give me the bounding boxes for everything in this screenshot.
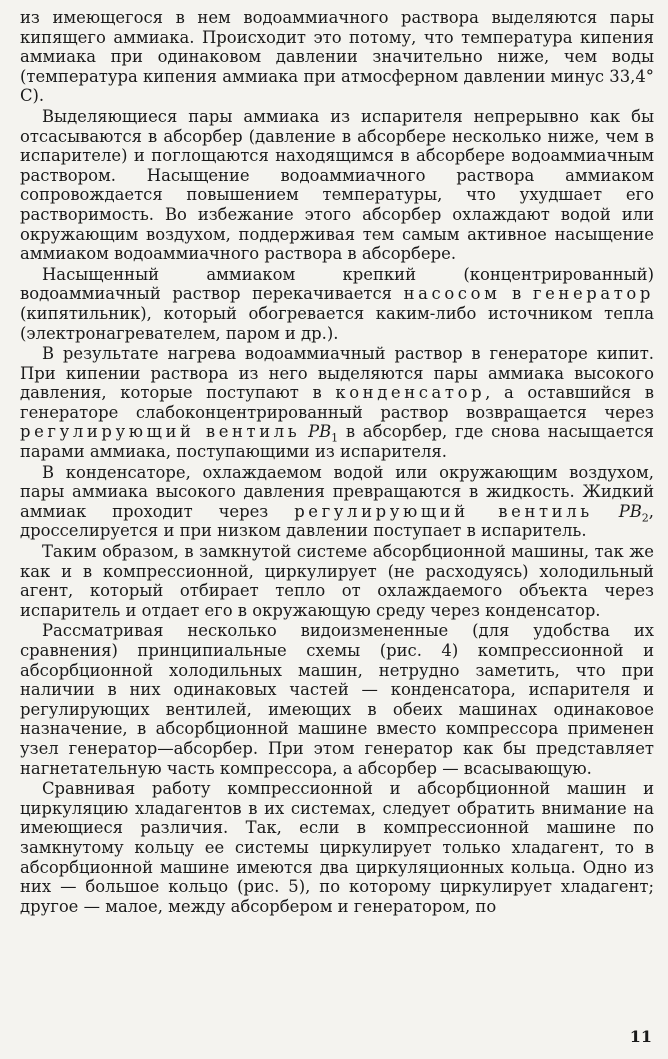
paragraph-continued: из имеющегося в нем водоаммиачного раствора выделяются пары кипящего аммиака. Происходит это потому, что температура кипения аммиака при одинаковом давлении значительно ниже, чем воды (температура кипения аммиака при атмосферном давлении минус 33,4° С). <box>20 8 654 106</box>
text-run: Насыщенный аммиаком крепкий (концентрированный) водоаммиачный раствор перекачивается <box>20 264 654 304</box>
symbol-pb: PB <box>618 501 642 521</box>
text-run: , дросселируется и при низком давлении поступает в испаритель. <box>20 501 654 541</box>
text-run <box>593 502 619 521</box>
text-run: в абсорбер, где снова насыщается парами аммиака, поступающими из испарителя. <box>20 422 654 462</box>
page-text <box>20 8 654 917</box>
symbol-subscript: 1 <box>331 431 339 445</box>
paragraph-condenser <box>20 463 654 541</box>
text-run: В результате нагрева водоаммиачный раствор в генераторе кипит. При кипении раствора из него выделяются пары аммиака высокого давления, которые поступают в <box>20 344 654 403</box>
paragraph-pump-generator <box>20 265 654 343</box>
emphasis-condenser: конденсатор <box>335 383 486 403</box>
emphasis-valve: регулирующий вентиль <box>294 501 593 521</box>
emphasis-generator: генератор <box>532 284 654 304</box>
paragraph-comparison-schemes: Рассматривая несколько видоизмененные (для удобства их сравнения) принципиальные схемы (рис. 4) компрессионной и абсорбционной холодильных машин, нетрудно заметить, что при наличии в них одинаковых частей — конденсатора, испарителя и регулирующих вентилей, имеющих в обеих машинах одинаковое назначение, в абсорбционной машине вместо компрессора применен узел генератор—абсорбер. При этом генератор как бы представляет нагнетательную часть компрессора, а абсорбер — всасывающую. <box>20 621 654 778</box>
paragraph-circulation: Сравнивая работу компрессионной и абсорбционной машин и циркуляцию хладагентов в их системах, следует обратить внимание на имеющиеся различия. Так, если в компрессионной машине по замкнутому кольцу ее системы циркулирует только хладагент, то в абсорбционной машине имеются два циркуляционных кольца. Одно из них — большое кольцо (рис. 5), по которому циркулирует хладагент; другое — малое, между абсорбером и генератором, по <box>20 779 654 916</box>
text-run: в <box>500 284 533 304</box>
text-run: В конденсаторе, охлаждаемом водой или окружающим воздухом, пары аммиака высокого давления превращаются в жидкость. Жидкий аммиак проходит через <box>20 462 654 521</box>
text-run <box>300 422 308 441</box>
text-run: , а оставшийся в генераторе слабоконцентрированный раствор возвращается через <box>20 383 654 422</box>
paragraph-generator-heating <box>20 344 654 462</box>
page-number: 11 <box>629 1027 652 1046</box>
paragraph-absorber: Выделяющиеся пары аммиака из испарителя непрерывно как бы отсасываются в абсорбер (давление в абсорбере несколько ниже, чем в испарителе) и поглощаются находящимся в абсорбере водоаммиачным раствором. Насыщение водоаммиачного раствора аммиаком сопровождается повышением температуры, что ухудшает его растворимость. Во избежание этого абсорбер охлаждают водой или окружающим воздухом, поддерживая тем самым активное насыщение аммиаком водоаммиачного раствора в абсорбере. <box>20 106 654 264</box>
emphasis-valve: регулирующий вентиль <box>20 422 301 442</box>
text-run: (кипятильник), который обогревается каким-либо источником тепла (электронагревателем, паром и др.). <box>20 303 654 343</box>
emphasis-pump: насосом <box>403 284 501 304</box>
symbol-pb: PB <box>308 422 332 442</box>
paragraph-summary: Таким образом, в замкнутой системе абсорбционной машины, так же как и в компрессионной, циркулирует (не расходуясь) холодильный агент, который отбирает тепло от охлаждаемого объекта через испаритель и отдает его в окружающую среду через конденсатор. <box>20 542 654 620</box>
symbol-subscript: 2 <box>641 511 649 525</box>
